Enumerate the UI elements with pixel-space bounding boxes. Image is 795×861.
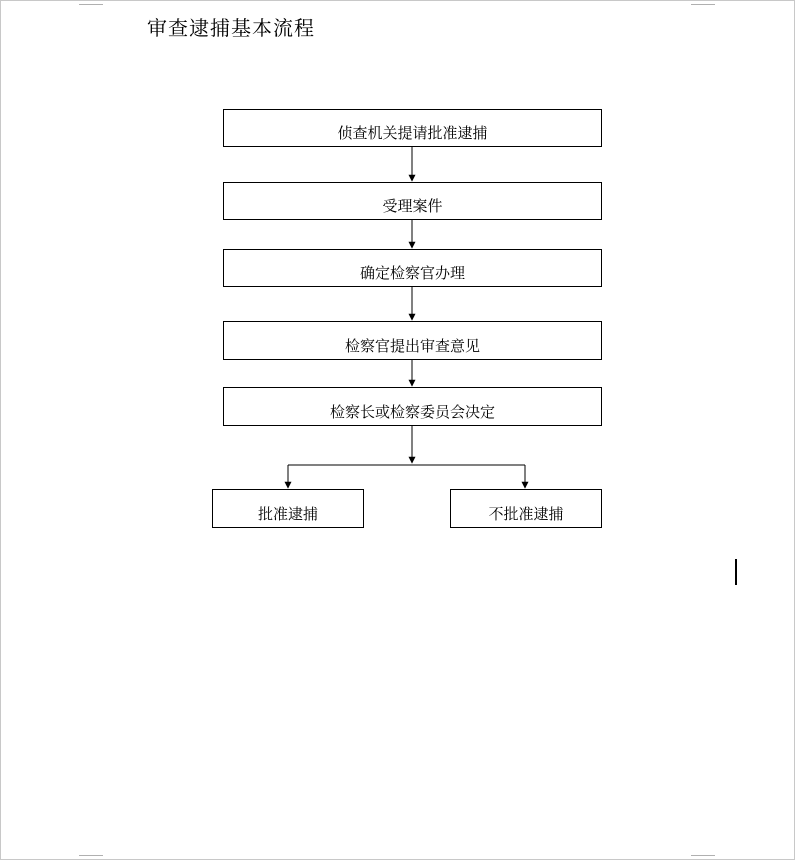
flow-step-label: 确定检察官办理 [359, 264, 465, 282]
outcome-label: 不批准逮捕 [488, 505, 564, 523]
flow-step-final-decision[interactable] [223, 387, 602, 426]
outcome-approve-arrest[interactable] [212, 489, 364, 528]
flow-step-assign-prosecutor[interactable] [223, 249, 602, 287]
flow-step-request-arrest[interactable] [223, 109, 602, 147]
outcome-label: 批准逮捕 [257, 505, 318, 523]
flow-step-label: 检察官提出审查意见 [344, 337, 480, 355]
text-cursor [735, 559, 737, 585]
flow-step-accept-case[interactable] [223, 182, 602, 220]
flow-step-label: 侦查机关提请批准逮捕 [337, 124, 488, 142]
flow-step-label: 受理案件 [382, 197, 443, 215]
flow-step-label: 检察长或检察委员会决定 [329, 403, 495, 421]
flow-step-review-opinion[interactable] [223, 321, 602, 360]
outcome-reject-arrest[interactable] [450, 489, 602, 528]
document-title: 审查逮捕基本流程 [147, 16, 315, 40]
